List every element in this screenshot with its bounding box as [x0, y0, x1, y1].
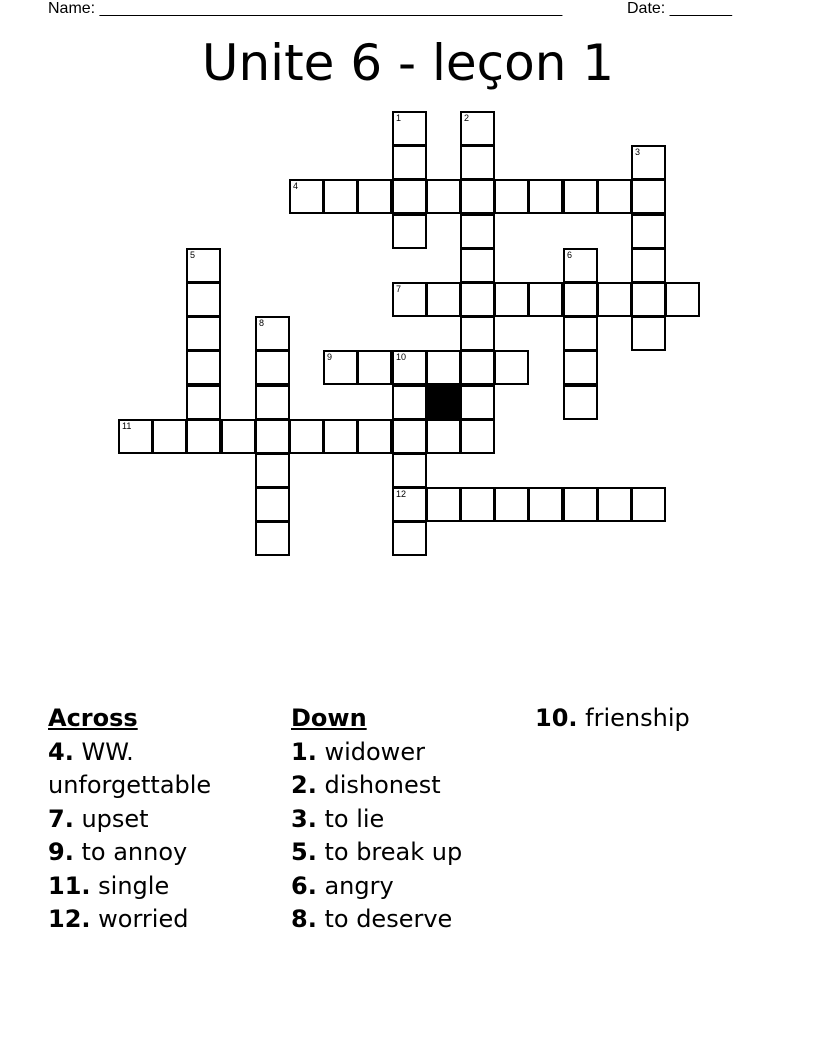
- grid-cell[interactable]: [255, 350, 290, 385]
- grid-cell[interactable]: [563, 282, 598, 317]
- grid-cell[interactable]: [665, 282, 700, 317]
- clue-number: 4.: [48, 737, 74, 766]
- grid-cell[interactable]: [255, 316, 290, 351]
- grid-cell[interactable]: [631, 316, 666, 351]
- down-clue: [291, 870, 531, 904]
- cell-number: 5: [190, 250, 196, 260]
- grid-cell[interactable]: [392, 385, 427, 420]
- grid-cell[interactable]: [392, 453, 427, 488]
- clue-text: to deserve: [324, 905, 453, 933]
- grid-cell[interactable]: [392, 145, 427, 180]
- clue-number: 11.: [48, 871, 91, 900]
- grid-cell[interactable]: [289, 179, 324, 214]
- clue-text: widower: [324, 737, 425, 766]
- grid-cell[interactable]: [392, 521, 427, 556]
- grid-cell[interactable]: [563, 179, 598, 214]
- grid-cell[interactable]: [460, 419, 495, 454]
- grid-cell[interactable]: [426, 419, 461, 454]
- grid-cell[interactable]: [460, 145, 495, 180]
- grid-cell[interactable]: [460, 179, 495, 214]
- grid-cell[interactable]: [392, 214, 427, 249]
- grid-cell[interactable]: [357, 350, 392, 385]
- clue-text: dishonest: [324, 771, 441, 799]
- grid-cell[interactable]: [357, 419, 392, 454]
- clue-number: 6.: [291, 871, 317, 900]
- down-clue: [291, 769, 531, 803]
- date-field-label: Date: _______: [627, 0, 732, 17]
- cell-number: 8: [259, 318, 265, 328]
- grid-cell[interactable]: [563, 248, 598, 283]
- cell-number: 4: [293, 181, 299, 191]
- grid-cell[interactable]: [631, 248, 666, 283]
- down-clue: [291, 803, 531, 837]
- grid-cell[interactable]: [528, 282, 563, 317]
- grid-cell[interactable]: [631, 145, 666, 180]
- grid-cell[interactable]: [631, 282, 666, 317]
- clue-number: 12.: [48, 905, 91, 933]
- across-clue: [48, 903, 278, 937]
- grid-cell[interactable]: [289, 419, 324, 454]
- across-heading: Across: [48, 704, 138, 732]
- cell-number: 9: [327, 352, 333, 362]
- grid-cell[interactable]: [563, 350, 598, 385]
- grid-cell[interactable]: [392, 350, 427, 385]
- clue-text: angry: [324, 871, 394, 900]
- across-clues: [48, 702, 278, 937]
- grid-cell[interactable]: [255, 521, 290, 556]
- grid-cell[interactable]: [460, 316, 495, 351]
- cell-number: 11: [122, 421, 132, 431]
- grid-cell[interactable]: [460, 248, 495, 283]
- grid-cell[interactable]: [255, 453, 290, 488]
- grid-cell[interactable]: [426, 487, 461, 522]
- black-cell: [426, 385, 461, 420]
- page-title: Unite 6 - leçon 1: [201, 34, 615, 92]
- grid-cell[interactable]: [494, 487, 529, 522]
- clue-number: 9.: [48, 838, 74, 866]
- down-heading: Down: [291, 704, 367, 732]
- grid-cell[interactable]: [460, 282, 495, 317]
- grid-cell[interactable]: [426, 179, 461, 214]
- clue-text: upset: [81, 804, 149, 833]
- across-clue: [48, 870, 278, 904]
- grid-cell[interactable]: [597, 282, 632, 317]
- grid-cell[interactable]: [460, 214, 495, 249]
- grid-cell[interactable]: [392, 282, 427, 317]
- clue-number: 10.: [535, 704, 578, 732]
- down-clue: [291, 903, 531, 937]
- grid-cell[interactable]: [494, 282, 529, 317]
- clue-text: worried: [98, 905, 189, 933]
- grid-cell[interactable]: [563, 487, 598, 522]
- grid-cell[interactable]: [118, 419, 153, 454]
- grid-cell[interactable]: [255, 487, 290, 522]
- clue-text: to break up: [324, 838, 463, 866]
- grid-cell[interactable]: [186, 282, 221, 317]
- grid-cell[interactable]: [460, 111, 495, 146]
- grid-cell[interactable]: [323, 179, 358, 214]
- grid-cell[interactable]: [255, 419, 290, 454]
- clue-number: 3.: [291, 804, 317, 833]
- grid-cell[interactable]: [597, 487, 632, 522]
- grid-cell[interactable]: [494, 179, 529, 214]
- clue-text: to annoy: [81, 838, 188, 866]
- clue-number: 1.: [291, 737, 317, 766]
- grid-cell[interactable]: [221, 419, 256, 454]
- grid-cell[interactable]: [392, 419, 427, 454]
- down-clue: [535, 702, 775, 736]
- grid-cell[interactable]: [631, 487, 666, 522]
- grid-cell[interactable]: [357, 179, 392, 214]
- grid-cell[interactable]: [426, 282, 461, 317]
- grid-cell[interactable]: [323, 419, 358, 454]
- across-clue: [48, 736, 278, 803]
- grid-cell[interactable]: [255, 385, 290, 420]
- down-clues: [291, 702, 531, 937]
- cell-number: 1: [396, 113, 402, 123]
- cell-number: 10: [396, 352, 407, 362]
- cell-number: 7: [396, 284, 402, 294]
- grid-cell[interactable]: [392, 487, 427, 522]
- down-clues-continued: [535, 702, 775, 736]
- down-clue: [291, 836, 531, 870]
- cell-number: 2: [464, 113, 470, 123]
- clue-number: 2.: [291, 771, 317, 799]
- across-clue: [48, 836, 278, 870]
- grid-cell[interactable]: [186, 248, 221, 283]
- grid-cell[interactable]: [323, 350, 358, 385]
- grid-cell[interactable]: [528, 487, 563, 522]
- grid-cell[interactable]: [460, 487, 495, 522]
- grid-cell[interactable]: [460, 350, 495, 385]
- grid-cell[interactable]: [597, 179, 632, 214]
- name-field-label: Name: ____________________________________________________: [48, 0, 563, 17]
- grid-cell[interactable]: [563, 385, 598, 420]
- cell-number: 3: [635, 147, 641, 157]
- across-clue: [48, 803, 278, 837]
- grid-cell[interactable]: [152, 419, 187, 454]
- grid-cell[interactable]: [186, 419, 221, 454]
- clue-text: single: [98, 871, 170, 900]
- cell-number: 12: [396, 489, 407, 499]
- grid-cell[interactable]: [186, 316, 221, 351]
- clue-number: 8.: [291, 905, 317, 933]
- grid-cell[interactable]: [186, 350, 221, 385]
- grid-cell[interactable]: [460, 385, 495, 420]
- grid-cell[interactable]: [186, 385, 221, 420]
- grid-cell[interactable]: [563, 316, 598, 351]
- clue-number: 5.: [291, 838, 317, 866]
- grid-cell[interactable]: [494, 350, 529, 385]
- grid-cell[interactable]: [528, 179, 563, 214]
- clue-text: to lie: [324, 804, 385, 833]
- down-clue: [291, 736, 531, 770]
- clue-text: WW. unforgettable: [48, 737, 212, 799]
- grid-cell[interactable]: [631, 214, 666, 249]
- clue-text: frienship: [585, 704, 690, 732]
- grid-cell[interactable]: [392, 179, 427, 214]
- grid-cell[interactable]: [426, 350, 461, 385]
- grid-cell[interactable]: [392, 111, 427, 146]
- clue-number: 7.: [48, 804, 74, 833]
- cell-number: 6: [567, 250, 573, 260]
- grid-cell[interactable]: [631, 179, 666, 214]
